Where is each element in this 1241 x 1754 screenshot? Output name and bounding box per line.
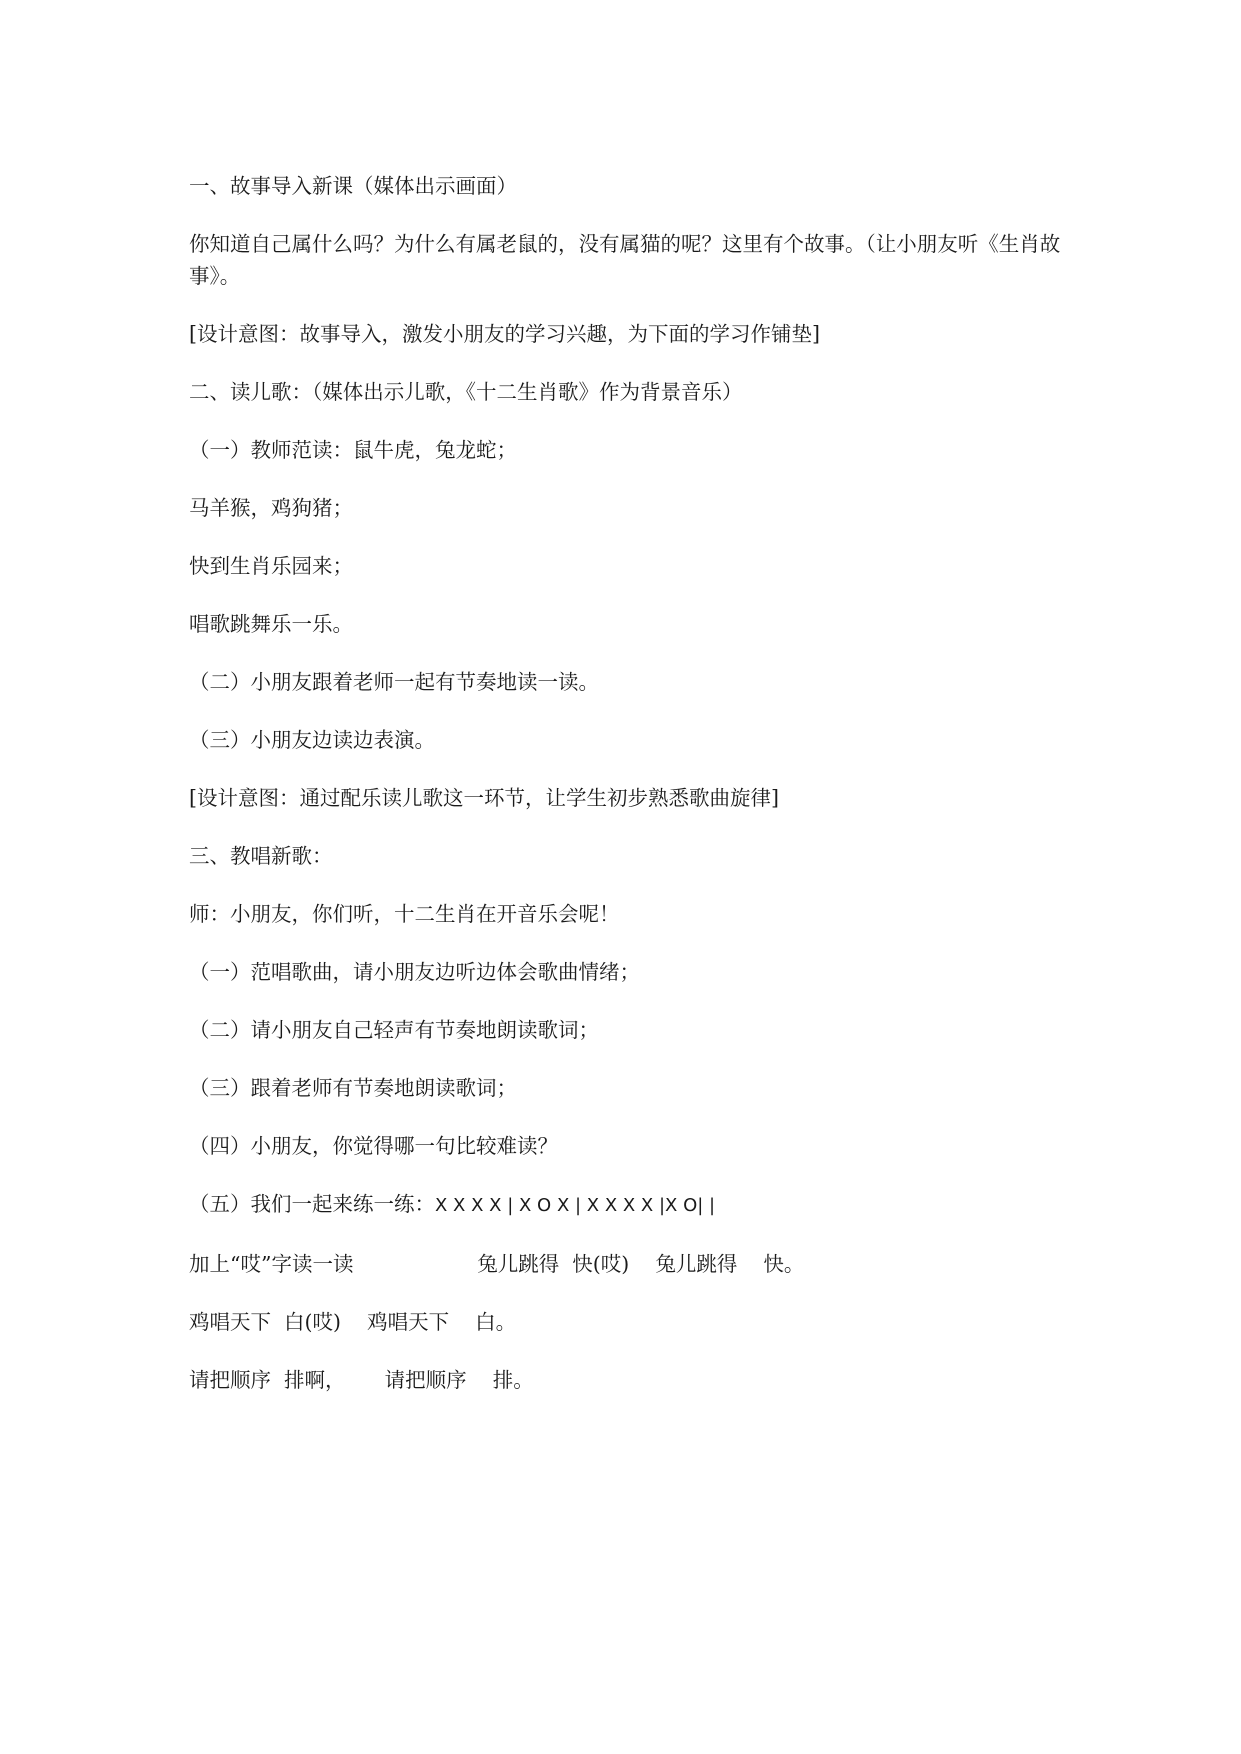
design-intent-1: [设计意图：故事导入，激发小朋友的学习兴趣，为下面的学习作铺垫]: [189, 322, 820, 346]
lyric-line-3: 请把顺序 排啊， 请把顺序 排。: [189, 1368, 534, 1392]
song-step-5: [189, 1188, 1069, 1222]
song-step-1: （一）范唱歌曲，请小朋友边听边体会歌曲情绪；: [189, 960, 640, 984]
rhyme-line-4: 唱歌跳舞乐一乐。: [189, 612, 353, 636]
song-step-4: （四）小朋友，你觉得哪一句比较难读？: [189, 1134, 558, 1158]
step-2: （二）小朋友跟着老师一起有节奏地读一读。: [189, 670, 599, 694]
rhyme-line-3: 快到生肖乐园来；: [189, 554, 353, 578]
rhyme-line-2: 马羊猴，鸡狗猪；: [189, 496, 353, 520]
lyric-line-1: 加上“哎”字读一读 兔儿跳得 快(哎) 兔儿跳得 快。: [189, 1252, 805, 1276]
step-3: （三）小朋友边读边表演。: [189, 728, 435, 752]
intro-paragraph: 你知道自己属什么吗？为什么有属老鼠的，没有属猫的呢？这里有个故事。（让小朋友听《生肖故事》。: [189, 232, 1061, 288]
song-step-2: （二）请小朋友自己轻声有节奏地朗读歌词；: [189, 1018, 599, 1042]
document-body: [189, 174, 1069, 1396]
rhythm-notation: X X X X | X O X | X X X X |X O| |: [435, 1195, 716, 1216]
lyric-line-2: 鸡唱天下 白(哎) 鸡唱天下 白。: [189, 1310, 517, 1334]
section-heading-1: 一、故事导入新课（媒体出示画面）: [189, 174, 517, 198]
step-1: （一）教师范读：鼠牛虎，兔龙蛇；: [189, 438, 517, 462]
song-step-3: （三）跟着老师有节奏地朗读歌词；: [189, 1076, 517, 1100]
section-heading-2: 二、读儿歌：（媒体出示儿歌，《十二生肖歌》作为背景音乐）: [189, 380, 743, 404]
section-heading-3: 三、教唱新歌：: [189, 844, 333, 868]
practice-prefix: （五）我们一起来练一练：: [189, 1192, 435, 1216]
teacher-line: 师：小朋友，你们听，十二生肖在开音乐会呢！: [189, 902, 620, 926]
design-intent-2: [设计意图：通过配乐读儿歌这一环节，让学生初步熟悉歌曲旋律]: [189, 786, 779, 810]
